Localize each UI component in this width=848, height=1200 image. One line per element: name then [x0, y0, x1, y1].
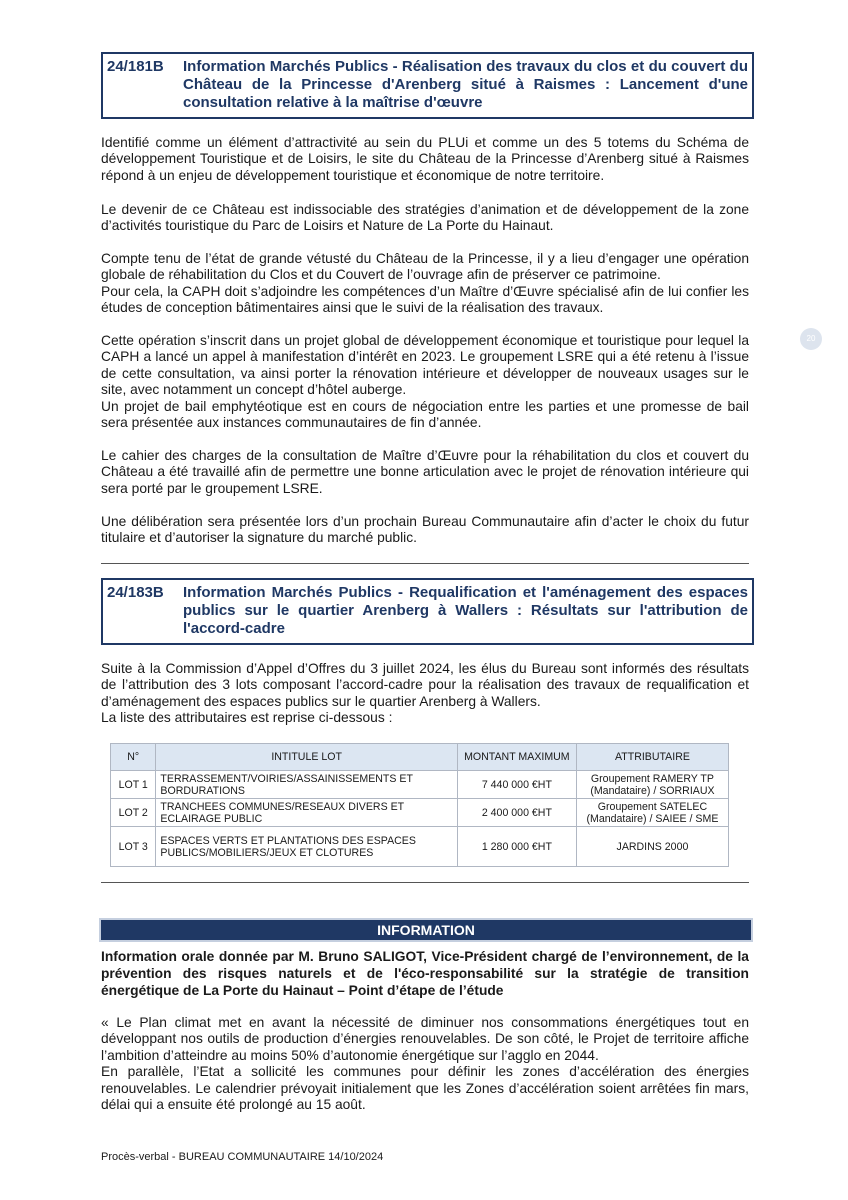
- paragraph: [101, 202, 749, 235]
- table-header-row: [111, 744, 729, 771]
- paragraph: [101, 514, 749, 547]
- section-title-box: [101, 578, 754, 645]
- section-title: Information Marchés Publics - Requalification et l'aménagement des espaces publics sur le quartier Arenberg à Wallers : Résultats sur l'attribution de l'accord-cadre: [183, 584, 748, 637]
- paragraph-line: Le cahier des charges de la consultation de Maître d’Œuvre pour la réhabilitation du clos et couvert du Château a été travaillé afin de permettre une bonne articulation avec le projet de rénovation intérieure qui sera porté par le groupement LSRE.: [101, 448, 749, 496]
- lot-amount: 1 280 000 €HT: [457, 827, 576, 867]
- lot-awardee: JARDINS 2000: [576, 827, 728, 867]
- paragraph: [101, 661, 749, 727]
- paragraph: [101, 135, 749, 184]
- paragraph-line: Le devenir de ce Château est indissociable des stratégies d’animation et de développement de la zone d’activités touristique du Parc de Loisirs et Nature de La Porte du Hainaut.: [101, 202, 749, 234]
- information-heading: Information orale donnée par M. Bruno SALIGOT, Vice-Président chargé de l’environnement, de la prévention des risques naturels et de l'éco-responsabilité sur la stratégie de transition énergétique de La Porte du Hainaut – Point d’étape de l’étude: [101, 949, 749, 998]
- paragraph-line: Un projet de bail emphytéotique est en cours de négociation entre les parties et une promesse de bail sera présentée aux instances communautaires de fin d’année.: [101, 398, 749, 431]
- lot-awardee: Groupement SATELEC (Mandataire) / SAIEE / SME: [576, 799, 728, 827]
- lot-amount: 7 440 000 €HT: [457, 771, 576, 799]
- paragraph-line: Cette opération s’inscrit dans un projet global de développement économique et touristique pour lequel la CAPH a lancé un appel à manifestation d’intérêt en 2023. Le groupement LSRE qui a été retenu à l’issue de cette consultation, va ainsi porter la rénovation intérieure et développer de nouveaux usages sur le site, avec notamment un concept d’hôtel auberge.: [101, 333, 749, 398]
- paragraph-line: « Le Plan climat met en avant la nécessité de diminuer nos consommations énergétiques tout en développant nos outils de production d’énergies renouvelables. De son côté, le Projet de territoire affiche l’ambition d’atteindre au moins 50% d’autonomie énergétique sur l’agglo en 2044.: [101, 1015, 749, 1063]
- section-title: Information Marchés Publics - Réalisation des travaux du clos et du couvert du Château de la Princesse d'Arenberg situé à Raismes : Lancement d'une consultation relative à la maîtrise d'œuvre: [183, 58, 748, 111]
- section-title-box: [101, 52, 754, 119]
- lot-number: LOT 2: [111, 799, 156, 827]
- section-divider: [101, 882, 749, 883]
- table-row: [111, 771, 729, 799]
- lot-amount: 2 400 000 €HT: [457, 799, 576, 827]
- section-number: 24/181B: [107, 58, 164, 75]
- paragraph-line: La liste des attributaires est reprise ci-dessous :: [101, 710, 393, 726]
- paragraph-line: Identifié comme un élément d’attractivité au sein du PLUi et comme un des 5 totems du Schéma de développement Touristique et de Loisirs, le site du Château de la Princesse d’Arenberg situé à Raismes répond à un enjeu de développement touristique et économique de notre territoire.: [101, 135, 749, 183]
- column-header: INTITULE LOT: [156, 744, 457, 771]
- paragraph: [101, 448, 749, 497]
- section-divider: [101, 563, 749, 564]
- column-header: ATTRIBUTAIRE: [576, 744, 728, 771]
- column-header: MONTANT MAXIMUM: [457, 744, 576, 771]
- information-banner: INFORMATION: [99, 918, 753, 942]
- lot-title: ESPACES VERTS ET PLANTATIONS DES ESPACES PUBLICS/MOBILIERS/JEUX ET CLOTURES: [156, 827, 457, 867]
- lot-awardee: Groupement RAMERY TP (Mandataire) / SORRIAUX: [576, 771, 728, 799]
- lot-title: TERRASSEMENT/VOIRIES/ASSAINISSEMENTS ET BORDURATIONS: [156, 771, 457, 799]
- paragraph-line: Compte tenu de l’état de grande vétusté du Château de la Princesse, il y a lieu d’engager une opération globale de réhabilitation du Clos et du Couvert de l’ouvrage afin de préserver ce patrimoine.: [101, 251, 749, 283]
- table-row: [111, 827, 729, 867]
- paragraph-line: Une délibération sera présentée lors d’un prochain Bureau Communautaire afin d’acter le choix du futur titulaire et d’autoriser la signature du marché public.: [101, 514, 749, 546]
- paragraph-line: Pour cela, la CAPH doit s’adjoindre les compétences d’un Maître d’Œuvre spécialisé afin de lui confier les études de conception bâtimentaires ainsi que le suivi de la réalisation des travaux.: [101, 283, 749, 316]
- page-footer: Procès-verbal - BUREAU COMMUNAUTAIRE 14/10/2024: [101, 1151, 384, 1163]
- column-header: N°: [111, 744, 156, 771]
- paragraph: [101, 333, 749, 431]
- paragraph-line: Suite à la Commission d’Appel d’Offres du 3 juillet 2024, les élus du Bureau sont informés des résultats de l’attribution des 3 lots composant l’accord-cadre pour la réalisation des travaux de requalification et d’aménagement des espaces publics sur le quartier Arenberg à Wallers.: [101, 661, 749, 709]
- lot-number: LOT 3: [111, 827, 156, 867]
- attribution-table: [110, 743, 729, 867]
- paragraph: [101, 1015, 749, 1113]
- page-number-badge: 20: [800, 328, 822, 350]
- paragraph-line: En parallèle, l’Etat a sollicité les communes pour définir les zones d’accélération des énergies renouvelables. Le calendrier prévoyait initialement que les Zones d’accélération soient arrêtées fin mars, délai qui a ensuite été prolongé au 15 août.: [101, 1064, 749, 1113]
- section-number: 24/183B: [107, 584, 164, 601]
- table-row: [111, 799, 729, 827]
- lot-title: TRANCHEES COMMUNES/RESEAUX DIVERS ET ECLAIRAGE PUBLIC: [156, 799, 457, 827]
- lot-number: LOT 1: [111, 771, 156, 799]
- paragraph: [101, 251, 749, 317]
